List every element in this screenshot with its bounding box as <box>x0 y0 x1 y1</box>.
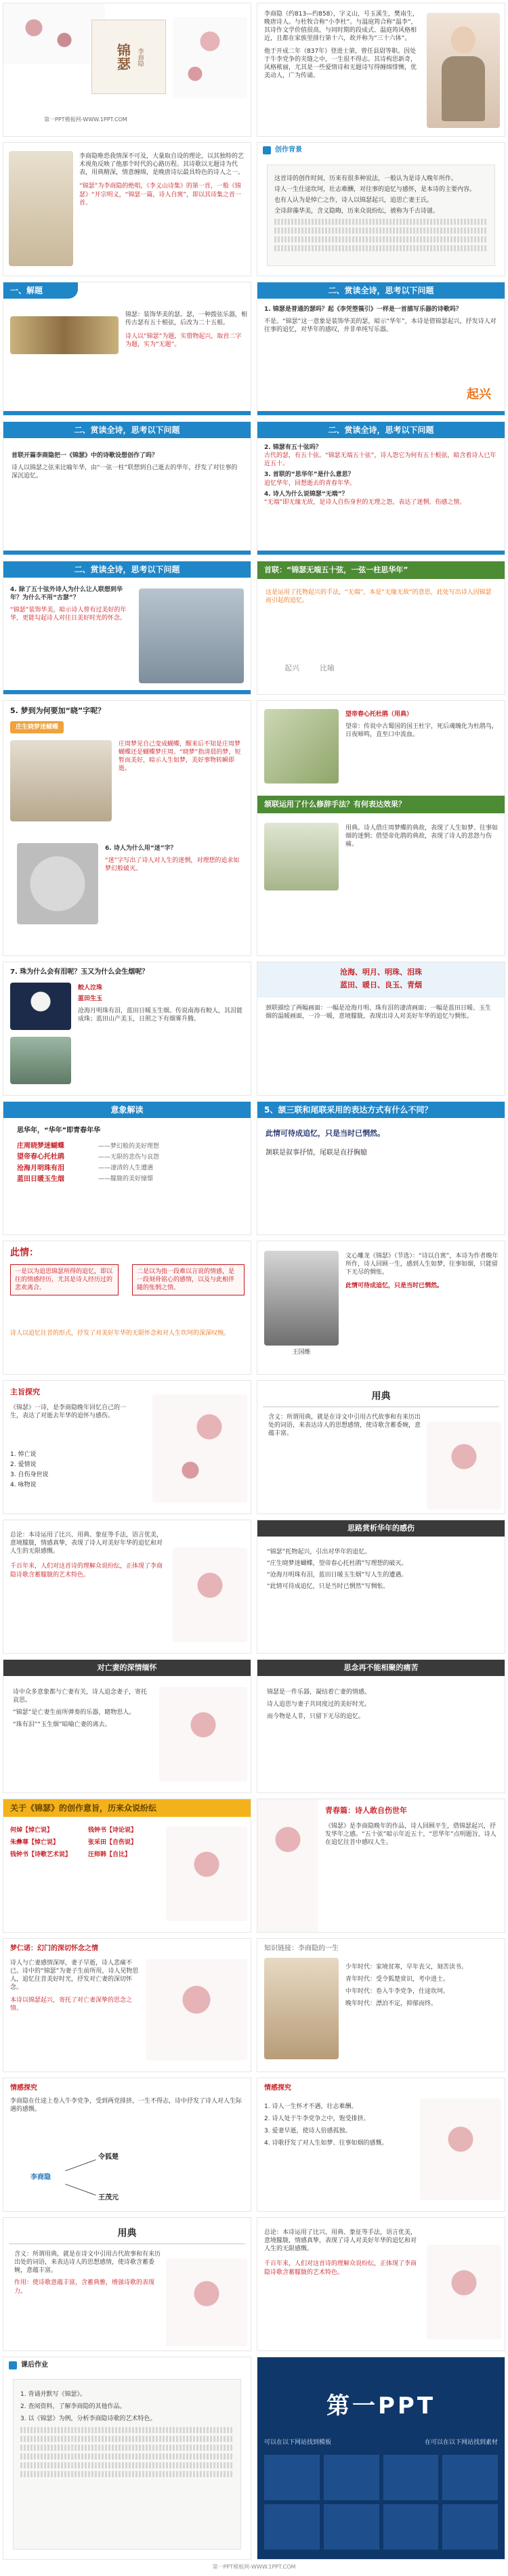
section-header <box>3 561 251 578</box>
slide-first-couplet <box>257 561 505 695</box>
question-block <box>264 305 498 334</box>
portrait-illustration <box>427 13 500 128</box>
page-footer: 第一PPT模板网-WWW.1PPT.COM <box>212 2564 296 2570</box>
slide-question-3 <box>257 421 505 555</box>
allusion-body <box>268 1413 424 1438</box>
homework-header <box>3 2357 251 2374</box>
homework-card <box>13 2379 241 2550</box>
question-block <box>10 586 132 623</box>
slide-cuckoo-allusion <box>257 700 505 956</box>
theme-item: 2. 爱情说 <box>10 1461 37 1469</box>
summary-text <box>10 1531 166 1579</box>
question-text: 首联开篇李商隐把一《锦瑟》中的诗歌设想创作了吗？ <box>12 452 158 459</box>
emotion-title: 情感探究 <box>264 2084 291 2092</box>
poet-painting <box>264 1958 339 2059</box>
slide-brand <box>257 2357 505 2560</box>
answer-text: 古代的瑟，有五十弦。“锦瑟无端五十弦”，诗人怨它为何有五十根弦，暗含着诗人已年近五十。 <box>264 452 496 468</box>
answer-text: “锦瑟”装饰华美，暗示诗人曾有过美好的年华，更能勾起诗人对往日美好时光的怀念。 <box>10 607 127 622</box>
emotion-item: 3. 爱妻早逝，使诗人倍感孤独。 <box>264 2128 352 2135</box>
header-square-icon <box>263 146 271 154</box>
subheading-pill <box>10 721 64 733</box>
link-tile[interactable] <box>383 2455 439 2500</box>
couplet-tags <box>284 664 335 674</box>
pain-title: 思念再不能相聚的痛苦 <box>343 1662 419 1672</box>
creation-line: 也有人认为是悼亡之作，诗人以锦瑟起兴，追思亡妻王氏。 <box>274 197 433 205</box>
landscape-image <box>139 588 244 683</box>
zither-image <box>10 316 119 354</box>
portrait-robe <box>442 56 485 121</box>
answer-text: “无端”即无缘无故，是诗人自伤身世的无理之怨，表达了迷惘、伤感之情。 <box>264 498 466 506</box>
diagram-node: 王茂元 <box>98 2194 119 2202</box>
pearl-list <box>78 984 246 1024</box>
section-title: 二、赏读全诗，思考以下问题 <box>328 285 434 295</box>
emotion-item: 4. 诗歌抒发了对人生如梦、往事如烟的感慨。 <box>264 2140 388 2147</box>
text-line-decor <box>20 2462 234 2468</box>
timeline-item: 青年时代：受令狐楚赏识，考中进士。 <box>345 1976 450 1983</box>
route-item: “此情可待成追忆，只是当时已惘然”写惆怅。 <box>267 1583 389 1591</box>
explain-body: 锦瑟：装饰华美的瑟。瑟，一种拨弦乐器，相传古瑟有五十根弦，后改为二十五根。 <box>125 312 248 327</box>
diagram-arrow <box>65 2160 96 2171</box>
slide-emotion-left <box>3 2078 251 2212</box>
critic-quote: 此情可待成追忆，只是当时已惘然。 <box>345 1283 444 1290</box>
dream-pill: 庄生晓梦迷蝴蝶 <box>10 721 64 733</box>
jade-item: 蓝田生玉 <box>78 995 103 1003</box>
text-line-decor <box>274 219 488 225</box>
link-tile[interactable] <box>324 2455 379 2500</box>
theme-body <box>10 1404 132 1420</box>
explain-note: 诗人以“锦瑟”为题，实借物起兴，取首二字为题，实为“无题”。 <box>125 333 242 349</box>
background-highlight: “锦瑟”为李商隐的绝唱，《李义山诗集》的第一首，一般《锦瑟》“开宗明义，“锦瑟一篇，诗人自寓”，即以其诗集之首一首。 <box>79 183 241 207</box>
timeline-list <box>345 1959 500 2013</box>
deep-title: 梦仁诺：幻门的深切怀念之情 <box>10 1945 98 1952</box>
youth-body <box>325 1822 500 1847</box>
brand-footer-left: 可以在以下网站找到模板 <box>264 2439 332 2446</box>
slide-this-feeling <box>3 1241 251 1375</box>
slide-question-2 <box>3 421 251 555</box>
slide-deep-memory <box>3 1938 251 2072</box>
title-card <box>91 20 166 94</box>
moon-sea-image <box>10 983 71 1030</box>
pain-list <box>267 1684 495 1725</box>
couplet-body: 这是运用了托物起兴的手法，“无端”，本是“无缘无故”的意思，此处写出诗人因锦瑟而引起的追忆。 <box>266 589 492 605</box>
explain-text <box>125 311 247 349</box>
emotion-item: 2. 诗人处于牛李党争之中，饱受排挤。 <box>264 2116 370 2123</box>
pain-item: 而今物是人非，只留下无尽的追忆。 <box>267 1713 365 1721</box>
blossom-decor <box>427 1421 501 1509</box>
theme-item: 4. 咏物说 <box>10 1482 37 1489</box>
feeling-title: 此情： <box>10 1247 39 1258</box>
summary-text <box>264 2229 420 2277</box>
blossom-painting <box>173 17 247 98</box>
answer-text: 庄周梦见自己变成蝴蝶，醒来后不知是庄周梦蝴蝶还是蝴蝶梦庄周。“晓梦”指清晨的梦，短暂而美好，暗示人生如梦，美好事物转瞬即逝。 <box>119 741 241 773</box>
bird-painting <box>264 823 339 890</box>
emotion-list <box>264 2099 413 2152</box>
homework-title: 课后作业 <box>21 2361 48 2369</box>
diagram-arrow <box>65 2184 96 2195</box>
deep-note: 本诗以锦瑟起兴，寄托了对亡妻深挚的思念之情。 <box>10 1996 133 2012</box>
slide-footer-strip <box>257 551 505 555</box>
route-item: “沧海月明珠有泪，蓝田日暖玉生烟”写人生的遭遇。 <box>267 1572 408 1579</box>
text-line-decor <box>20 2471 234 2477</box>
pain-item: 锦瑟是一件乐器，凝结着亡妻的情感。 <box>267 1689 371 1696</box>
youth-title: 青春篇：诗人敢自伤世年 <box>325 1806 407 1815</box>
imagery-body <box>266 1004 496 1021</box>
critic-photo <box>264 1251 339 1346</box>
section-title: 一、解题 <box>10 285 43 295</box>
imagery-note: ——梦幻般的美好理想 <box>98 1142 160 1150</box>
homework-item: 2. 查阅资料，了解李商隐的其他作品。 <box>20 2403 126 2411</box>
section-title: 二、赏读全诗，思考以下问题 <box>74 425 180 435</box>
answer-text: 诗人以锦瑟之弦来比喻年华，由“一弦一柱”联想到自己逝去的华年，抒发了对往事的深沉追忆。 <box>12 465 238 480</box>
slide-question-1 <box>257 282 505 416</box>
pain-header <box>257 1660 505 1676</box>
imagery-sub: 蓝田、暖日、良玉、青烟 <box>340 980 422 989</box>
pearl-body: 沧海月明珠有泪，蓝田日暖玉生烟。传说南海有鲛人，其泪能成珠；蓝田山产美玉，日照之下有烟雾升腾。 <box>78 1008 243 1023</box>
emotion-text: 李商隐在仕途上卷入牛李党争，受到两党排挤，一生不得志，诗中抒发了诗人对人生际遇的感慨。 <box>10 2098 242 2113</box>
youth-text: 《锦瑟》是李商隐晚年的作品，诗人回顾平生，借锦瑟起兴，抒发华年之感。“五十弦”暗示年近五十，“思华年”点明题旨，诗人在追忆往昔中感叹人生。 <box>325 1823 496 1847</box>
critic-name: 王国维 <box>292 1349 311 1356</box>
section-title: 二、赏读全诗，思考以下问题 <box>74 564 180 574</box>
memory-header <box>3 1660 251 1676</box>
link-tile[interactable] <box>442 2455 498 2500</box>
blossom-decor <box>166 2258 247 2346</box>
final-couplet: 此情可待成追忆，只是当时已惘然。 <box>266 1129 385 1138</box>
theme-item: 3. 自伤身世说 <box>10 1472 49 1479</box>
theme-text: 《锦瑟》一诗，是李商隐晚年回忆自己的一生，表达了对逝去年华的追怀与感伤。 <box>10 1404 127 1420</box>
summary-highlight: 千百年来，人们对这首诗的理解众说纷纭，正体现了李商隐诗歌含蓄朦胧的艺术特色。 <box>10 1563 163 1579</box>
question-banner <box>257 796 505 813</box>
answer-text: 追忆华年，回想逝去的青春年华。 <box>264 479 356 487</box>
slide-emotion-right <box>257 2078 505 2212</box>
section-header <box>3 1102 251 1118</box>
expression-body: 颔联是叙事抒情，尾联是直抒胸臆 <box>266 1149 367 1157</box>
portrait-face <box>451 26 475 53</box>
imagery-line: 沧海月明珠有泪 <box>17 1164 64 1172</box>
slide-wife-memory <box>3 1659 251 1793</box>
slide-allusion-definition <box>257 1380 505 1514</box>
emotion-title: 情感探究 <box>10 2084 37 2092</box>
emotion-item: 1. 诗人一生怀才不遇，壮志难酬。 <box>264 2103 358 2110</box>
key-word: 起兴 <box>467 387 491 402</box>
author-intro-text: 李商隐（约813—约858），字义山，号玉溪生，樊南生，晚唐诗人。与杜牧合称“小李杜”。与温庭筠合称“温李”，其诗作文学价值很高，与同时期的段成式、温庭筠风格相近，且都在家族里排行第十六，故并称为“三十六体”。 <box>264 11 419 43</box>
feeling-box-1 <box>10 1264 119 1295</box>
allusion-text: 含义：所谓用典，就是在诗文中引用古代故事和有来历出处的词语，来表达诗人的思想感情，使诗歌含蓄委婉，意蕴丰富。 <box>268 1414 421 1438</box>
question-text: 6. 诗人为什么用“迷”字？ <box>105 845 177 852</box>
imagery-line: 庄周晓梦迷蝴蝶 <box>17 1142 64 1150</box>
slide-pearl-jade <box>3 962 251 1096</box>
imagery-header <box>257 962 505 997</box>
critic-text <box>345 1252 500 1291</box>
slide-title-explain <box>3 282 251 416</box>
slide-thought-route <box>257 1520 505 1654</box>
dream-question-6 <box>105 844 244 873</box>
slide-footer-strip <box>3 690 251 694</box>
blossom-decor <box>427 2245 501 2340</box>
blossom-decor <box>420 2099 501 2200</box>
link-grid <box>264 2455 498 2550</box>
plum-blossom-painting <box>3 3 105 64</box>
creation-line: 全诗辞藻华美，含义隐晦，历来众说纷纭，被称为千古诗谜。 <box>274 208 440 215</box>
tag-label: 比喻 <box>320 664 335 673</box>
slide-author-intro <box>257 3 505 137</box>
background-body: 李商隐唯恐我情深不可及，大量取自设的理论，以其独特的艺术视角反映了他那个时代的心路历程。其诗歌以无题诗为代表，用典精深，情意缠绵，是晚唐诗坛最具特色的诗人之一。 <box>79 153 245 177</box>
intent-item: 张采田【自伤说】 <box>88 1839 137 1847</box>
imagery-note: ——凄清的人生遭遇 <box>98 1164 154 1172</box>
blossom-decor <box>257 1799 318 1933</box>
deep-body <box>10 1959 139 2013</box>
jade-mountain-image <box>10 1037 71 1084</box>
slide-critic <box>257 1241 505 1375</box>
slide-footer-strip <box>3 411 251 415</box>
blossom-decor <box>159 1687 247 1782</box>
cuckoo-body: 望帝：传说中古蜀国的国王杜宇，死后魂魄化为杜鹃鸟，日夜啼鸣，直至口中流血。 <box>345 723 499 739</box>
feeling-box-text: 二是以为指一段难以言说的情感，是一段刻骨铭心的感情，以及与此相伴随的怅惘之情。 <box>137 1268 235 1292</box>
question-text: 2. 锦瑟有五十弦吗？ <box>264 444 322 451</box>
dream-painting <box>10 740 112 821</box>
imagery-lines <box>17 1140 98 1186</box>
theme-list <box>10 1448 48 1492</box>
slide-background <box>3 142 251 276</box>
header-square-icon <box>9 2361 17 2369</box>
slide-footer-strip <box>257 411 505 415</box>
slide-imagery-summary <box>3 1101 251 1235</box>
author-intro <box>264 10 420 80</box>
text-line-decor <box>20 2445 234 2451</box>
memory-list <box>13 1684 148 1734</box>
brand-footer <box>264 2439 498 2447</box>
link-tile[interactable] <box>442 2504 498 2550</box>
theme-item: 1. 悼亡说 <box>10 1451 37 1458</box>
couplet-title: 首联：“锦瑟无端五十弦，一弦一柱思华年” <box>264 565 408 574</box>
summary-highlight: 千百年来，人们对这首诗的理解众说纷纭，正体现了李商隐诗歌含蓄朦胧的艺术特色。 <box>264 2260 417 2276</box>
summary-columns <box>17 1140 244 1186</box>
intent-item: 汪师韩【自比】 <box>88 1851 131 1859</box>
answer-text: “迷”字写出了诗人对人生的迷惘，对理想的追求如梦幻般破灭。 <box>105 857 240 873</box>
allusion-title: 用典 <box>371 1391 391 1402</box>
link-tile[interactable] <box>324 2504 379 2550</box>
pearl-item: 鲛人泣珠 <box>78 985 103 991</box>
text-line-decor <box>274 245 488 251</box>
route-header <box>257 1520 505 1537</box>
timeline-item: 晚年时代：漂泊不定，抑郁而终。 <box>345 2000 438 2008</box>
imagery-line: 望帝春心托杜鹃 <box>17 1153 64 1161</box>
link-tile[interactable] <box>264 2455 320 2500</box>
question-text: 3. 首联的“思华年”是什么意思？ <box>264 471 354 479</box>
expression-content <box>266 1129 496 1157</box>
timeline-title: 知识链接：李商隐的一生 <box>264 1945 339 1952</box>
question-text: 4. 诗人为什么说锦瑟“无端”？ <box>264 490 348 498</box>
answer-text: 不是。“锦瑟”这一意象是装饰华美的瑟，暗示“华年”，本诗是借锦瑟起兴，抒发诗人对往事的追忆，对华年的感叹，并非单纯写乐器。 <box>264 318 496 334</box>
question-block <box>12 452 242 480</box>
text-line-decor <box>20 2427 234 2433</box>
link-tile[interactable] <box>383 2504 439 2550</box>
feeling-note-text: 诗人以追忆往昔的形式，抒发了对美好年华的无限怀念和对人生坎坷的深深叹惋。 <box>10 1330 230 1337</box>
dream-answer <box>119 740 246 773</box>
memory-item: 诗中众多意象都与亡妻有关，诗人追念妻子，寄托哀思。 <box>13 1689 148 1704</box>
timeline-item: 少年时代：家境贫寒，早年丧父，刻苦读书。 <box>345 1964 468 1971</box>
blossom-decor <box>166 1826 247 1921</box>
couplet-analysis <box>266 588 496 605</box>
slide-title <box>3 3 251 137</box>
imagery-title: 沧海、明月、明珠、泪珠 <box>340 968 422 976</box>
section-header <box>3 282 78 299</box>
brand-logo: 第一PPT <box>326 2392 436 2420</box>
imagery-text: 颈联描绘了两幅画面：一幅是沧海月明、珠有泪的凄清画面；一幅是蓝田日暖、玉生烟的温暖画面，一冷一暖，意境朦胧，表现出诗人对美好年华的追忆与惆怅。 <box>266 1005 492 1021</box>
question-text: 4. 除了五十弦外诗人为什么让人联想到华年？为什么不用“古瑟”？ <box>10 586 123 602</box>
summary-heading: 思华年，“华年”即青春年华 <box>17 1127 101 1134</box>
slide-imagery <box>257 962 505 1096</box>
memory-title: 对亡妻的深情缅怀 <box>97 1662 157 1672</box>
poem-author: 李商隐 <box>136 47 144 66</box>
slide-theme <box>3 1380 251 1514</box>
cuckoo-title: 望帝春心托杜鹃（用典） <box>345 711 413 718</box>
couplet-banner <box>257 561 505 579</box>
memory-item: “锦瑟”是亡妻生前所弹奏的乐器，睹物思人。 <box>13 1709 135 1717</box>
route-item: “庄生晓梦迷蝴蝶，望帝春心托杜鹃”写理想的破灭。 <box>267 1560 408 1568</box>
relation-diagram <box>30 2153 166 2207</box>
route-list <box>267 1545 495 1595</box>
allusion-answer <box>345 824 500 849</box>
feeling-box-text: 一是以为追思锦瑟所得的追忆，即以往的情感经历，尤其是诗人经历过的悲欢离合。 <box>15 1268 113 1292</box>
slide-creation-background <box>257 142 505 276</box>
slide-life-timeline <box>257 1938 505 2072</box>
poem-title: 锦瑟 <box>114 43 131 70</box>
allusion-title: 用典 <box>117 2228 137 2239</box>
homework-item: 1. 背诵并默写《锦瑟》。 <box>20 2391 86 2398</box>
section-header <box>257 422 505 438</box>
intent-header <box>3 1799 251 1817</box>
section-title: 5、颔三联和尾联采用的表达方式有什么不同？ <box>264 1104 433 1115</box>
section-title: 二、赏读全诗，思考以下问题 <box>328 425 434 435</box>
creation-line: 这首诗的创作时间，历来有很多种说法，一般认为是诗人晚年所作。 <box>274 175 458 182</box>
slide-expression <box>257 1101 505 1235</box>
text-line-decor <box>274 228 488 234</box>
creation-note <box>267 165 495 266</box>
author-extra-text: 他于开成二年（837年）登进士第，曾任县尉等职。因处于牛李党争的夹缝之中，一生很不得志。其诗构思新奇，风格秾丽，尤其是一些爱情诗和无题诗写得缠绵悱恻，优美动人，广为传诵。 <box>264 47 417 79</box>
imagery-note: ——无限的悲伤与哀怨 <box>98 1153 160 1161</box>
question-title: 7. 珠为什么会有泪呢？玉又为什么会生烟呢？ <box>10 968 149 976</box>
brand-footer-right: 在可以在以下网站找到素材 <box>424 2439 498 2446</box>
slide-intent-views <box>3 1799 251 1933</box>
section-title: 意象解读 <box>110 1104 144 1115</box>
blossom-decor <box>173 1547 247 1642</box>
text-line-decor <box>20 2453 234 2460</box>
link-tile[interactable] <box>264 2504 320 2550</box>
imagery-note: ——朦胧的美好憧憬 <box>98 1175 154 1182</box>
section-header <box>257 282 505 299</box>
route-title: 思路赏析华年的感伤 <box>347 1523 415 1532</box>
slide-footer-strip <box>3 551 251 555</box>
butterfly-image <box>17 843 98 924</box>
scroll-painting <box>9 151 73 266</box>
imagery-line: 蓝田日暖玉生烟 <box>17 1176 64 1183</box>
theme-title: 主旨探究 <box>10 1388 40 1396</box>
tag-label: 起兴 <box>284 664 299 673</box>
imagery-notes <box>98 1140 159 1186</box>
slide-pain <box>257 1659 505 1793</box>
deep-text: 诗人与亡妻感情深厚，妻子早逝，诗人悲痛不已。诗中的“锦瑟”为妻子生前所用，诗人见物思人，追忆往昔美好时光，抒发对亡妻的深切怀念。 <box>10 1960 139 1992</box>
creation-header <box>257 143 505 158</box>
template-caption: 第一PPT模板网-WWW.1PPT.COM <box>44 116 127 123</box>
pain-item: 诗人追思与妻子共同度过的美好时光。 <box>267 1701 371 1709</box>
creation-line: 诗人一生仕途坎坷，壮志难酬，对往事的追忆与感怀，是本诗的主要内容。 <box>274 186 476 194</box>
slide-summary-repeat <box>257 2217 505 2351</box>
critic-body: 文心雕龙《锦瑟》（节选）：“诗以自寓”，本诗为作者晚年所作，诗人回顾一生，感到人生如梦，往事如烟，只能留下无尽的惆怅。 <box>345 1253 499 1276</box>
slide-summary <box>3 1520 251 1654</box>
text-line-decor <box>20 2436 234 2442</box>
text-line-decor <box>274 236 488 242</box>
question-list <box>264 444 498 507</box>
background-text <box>79 152 245 207</box>
section-header <box>257 1102 505 1118</box>
section-header <box>3 422 251 438</box>
intent-item: 钱钟书【诗歌艺术说】 <box>10 1851 72 1859</box>
memory-item: “珠有泪”“玉生烟”暗喻亡妻的离去。 <box>13 1721 111 1729</box>
creation-title: 创作背景 <box>275 146 302 154</box>
slide-dream-question <box>3 700 251 956</box>
diagram-node: 令狐楚 <box>98 2153 119 2161</box>
banner-question: 颔联运用了什么修辞手法？有何表达效果？ <box>264 799 406 809</box>
allusion-body <box>14 2250 163 2296</box>
intent-grid <box>10 1826 159 1859</box>
question-title: 5. 梦到为何要加“晓”字呢？ <box>10 706 106 715</box>
timeline-item: 中年时代：卷入牛李党争，仕途坎坷。 <box>345 1988 450 1996</box>
slide-question-4 <box>3 561 251 695</box>
cuckoo-painting <box>264 709 339 783</box>
cuckoo-text <box>345 710 500 739</box>
diagram-node: 李商隐 <box>30 2174 51 2181</box>
slide-allusion-repeat <box>3 2217 251 2351</box>
homework-item: 3. 以《锦瑟》为例，分析李商隐诗歌的艺术特色。 <box>20 2416 156 2423</box>
blossom-decor <box>152 1394 247 1503</box>
slide-youth <box>257 1799 505 1933</box>
summary-body: 总论：本诗运用了比兴、用典、象征等手法，语言优美，意境朦胧，情感真挚，表现了诗人对美好年华的追忆和对人生的无限感慨。 <box>10 1532 163 1555</box>
answer-text: 用典。诗人借庄周梦蝶的典故，表现了人生如梦、往事如烟的迷惘；借望帝化鹃的典故，表现了诗人的悲怨与伤痛。 <box>345 825 499 849</box>
slide-homework <box>3 2357 251 2560</box>
question-text: 1. 锦瑟是普通的瑟吗？起《李凭箜篌引》一样是一首描写乐器的诗歌吗？ <box>264 306 462 313</box>
feeling-box-2 <box>132 1264 245 1295</box>
emotion-body <box>10 2097 244 2113</box>
imagery-summary <box>17 1126 244 1186</box>
feeling-note <box>10 1329 244 1337</box>
intent-title: 关于《锦瑟》的创作意旨，历来众说纷纭 <box>10 1803 157 1813</box>
allusion-text: 含义：所谓用典，就是在诗文中引用古代故事和有来历出处的词语，来表达诗人的思想感情，使诗歌含蓄委婉，意蕴丰富。 <box>14 2251 161 2275</box>
allusion-note: 作用：使诗歌意蕴丰富，含蓄典雅，增强诗歌的表现力。 <box>14 2279 155 2295</box>
summary-body: 总论：本诗运用了比兴、用典、象征等手法，语言优美，意境朦胧，情感真挚，表现了诗人对美好年华的追忆和对人生的无限感慨。 <box>264 2229 417 2253</box>
intent-item: 朱彝尊【悼亡说】 <box>10 1839 60 1847</box>
route-item: “锦瑟”托物起兴，引出对华年的追忆。 <box>267 1549 371 1555</box>
intent-item: 何焯【悼亡说】 <box>10 1827 54 1834</box>
blossom-decor <box>146 1959 247 2061</box>
intent-item: 钱钟书【诗论说】 <box>88 1827 137 1834</box>
